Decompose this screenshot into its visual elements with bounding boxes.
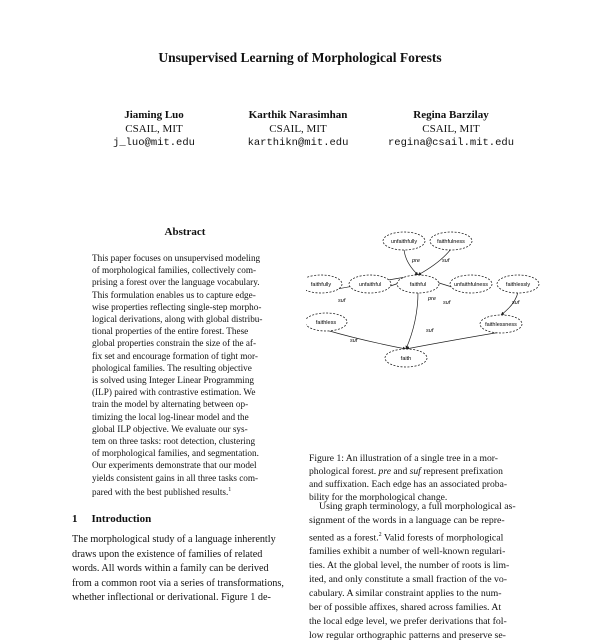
tree-node-label: unfaithfulness	[454, 282, 488, 288]
abstract-line: logical derivations, along with global distribu-	[92, 314, 263, 325]
abstract-line: train the model by alternating between op-	[92, 399, 249, 410]
abstract-line: yields consistent gains in all three tasks com-	[92, 472, 259, 483]
right-line: signment of the words in a language can be repre-	[309, 515, 505, 526]
edge-label: suf	[443, 300, 451, 306]
intro-line: draws upon the existence of families of related	[72, 548, 263, 560]
author-affiliation: CSAIL, MIT	[125, 123, 183, 135]
intro-paragraph	[72, 533, 294, 606]
tree-node	[480, 315, 522, 333]
tree-node	[450, 275, 492, 293]
caption-line: and suffixation. Each edge has an associated proba-	[309, 479, 508, 490]
right-line: ber of possible affixes, shared across families. At	[309, 602, 502, 614]
edge-label: pre	[412, 258, 420, 264]
intro-line: whether inflectional or derivational. Figure 1 de-	[72, 592, 271, 603]
section-number: 1	[72, 513, 78, 525]
tree-node	[497, 275, 539, 293]
tree-node	[306, 313, 347, 331]
abstract-line: tional properties of the entire forest. These	[92, 326, 249, 337]
tree-edge	[326, 330, 406, 349]
edge-label: suf	[442, 258, 450, 264]
abstract-line: This formulation enables us to capture edge-	[92, 289, 256, 300]
intro-line: words. All words within a family can be derived	[72, 563, 269, 574]
author-name: Jiaming Luo	[124, 109, 184, 121]
caption-line: Figure 1: An illustration of a single tree in a mor-	[309, 453, 498, 464]
abstract-line: (ILP) paired with contrastive estimation. We	[92, 387, 256, 398]
edge-label: pre	[428, 296, 436, 302]
author-affiliation: CSAIL, MIT	[422, 123, 480, 135]
abstract-line: phological families. The resulting objective	[92, 362, 252, 373]
caption-line: phological forest. pre and suf represent prefixation	[309, 466, 503, 477]
paper-title: Unsupervised Learning of Morphological Forests	[158, 50, 442, 65]
tree-node	[385, 349, 427, 367]
right-line: ited, and only constitute a small fraction of the vo-	[309, 574, 508, 586]
tree-node-label: faithless	[315, 320, 337, 326]
abstract-heading: Abstract	[164, 226, 206, 238]
tree-node-label: faithlessness	[485, 322, 517, 328]
abstract-line: pared with the best published results.$^1$	[92, 486, 232, 497]
author-name: Karthik Narasimhan	[248, 109, 348, 121]
abstract-line: This paper focuses on unsupervised modeling	[92, 253, 261, 263]
abstract-body	[92, 252, 278, 498]
abstract-line: of morphological families, collectively com-	[92, 265, 257, 276]
author-email: regina@csail.mit.edu	[387, 137, 515, 149]
morphology-tree-figure	[306, 228, 546, 410]
abstract-line: is solved using Integer Linear Programming	[92, 375, 255, 386]
tree-node	[349, 275, 391, 293]
abstract-line: tem on three tasks: root detection, clustering	[92, 436, 256, 447]
tree-node	[383, 232, 425, 250]
section-title: Introduction	[91, 513, 152, 525]
caption-line: bility for the morphological change.	[309, 492, 448, 503]
abstract-line: of morphological families, and segmentation.	[92, 448, 259, 459]
tree-node-label: faithful	[409, 282, 427, 288]
tree-node	[306, 275, 342, 293]
intro-right-paragraph	[309, 500, 531, 643]
edge-label: suf	[338, 298, 346, 304]
tree-edge	[406, 332, 501, 349]
figure-caption	[309, 452, 531, 504]
abstract-line: wise properties reflecting single-step morpho-	[92, 301, 262, 312]
author-affiliation: CSAIL, MIT	[269, 123, 327, 135]
footnote-marker: 1	[228, 486, 232, 493]
tree-node-label: faithfully	[310, 282, 332, 288]
tree-node	[397, 275, 439, 293]
right-line: families exhibit a number of well-known regulari-	[309, 546, 506, 558]
right-line: cabulary. A similar constraint applies to the num-	[309, 588, 502, 600]
abstract-line: Our experiments demonstrate that our model	[92, 460, 257, 471]
right-line: the local edge level, we prefer derivations that fol-	[309, 616, 507, 628]
intro-line: from a common root via a series of transformations,	[72, 577, 284, 589]
right-line: low regular orthographic patterns and preserve se-	[309, 630, 506, 642]
author-name: Regina Barzilay	[413, 109, 489, 121]
intro-line: The morphological study of a language inherently	[72, 534, 276, 545]
author-email: j_luo@mit.edu	[113, 137, 195, 149]
author-3	[366, 108, 536, 150]
tree-node-label: faithfulness	[437, 239, 465, 245]
edge-label: suf	[426, 328, 434, 334]
abstract-line: global properties constrain the size of the af-	[92, 338, 257, 349]
author-2	[213, 108, 383, 150]
author-email: karthikn@mit.edu	[247, 137, 349, 149]
section-heading	[72, 513, 165, 525]
right-line: ties. At the global level, the number of roots is lim-	[309, 560, 510, 572]
edge-label: suf	[512, 300, 520, 306]
tree-node-label: unfaithful	[358, 282, 382, 288]
tree-node-label: faith	[400, 356, 412, 362]
tree-edge	[406, 292, 418, 349]
footnote-marker: 2	[378, 532, 382, 538]
abstract-line: timizing the local log-linear model and the	[92, 411, 249, 422]
edge-label: suf	[350, 338, 358, 344]
right-line: Using graph terminology, a full morphological as-	[319, 501, 516, 512]
tree-node-label: unfaithfully	[390, 239, 418, 245]
right-line-tail: Valid forests of morphological	[381, 532, 504, 544]
tree-node-label: faithlessly	[505, 282, 531, 288]
right-line: sented as a forest.$^2$ Valid forests of morphological	[309, 532, 504, 544]
tree-node	[430, 232, 472, 250]
abstract-line: fix set and encourage formation of tight mor-	[92, 350, 258, 361]
abstract-line: global ILP objective. We evaluate our sys-	[92, 423, 248, 434]
abstract-line: prising a forest over the language vocabulary.	[92, 277, 260, 288]
